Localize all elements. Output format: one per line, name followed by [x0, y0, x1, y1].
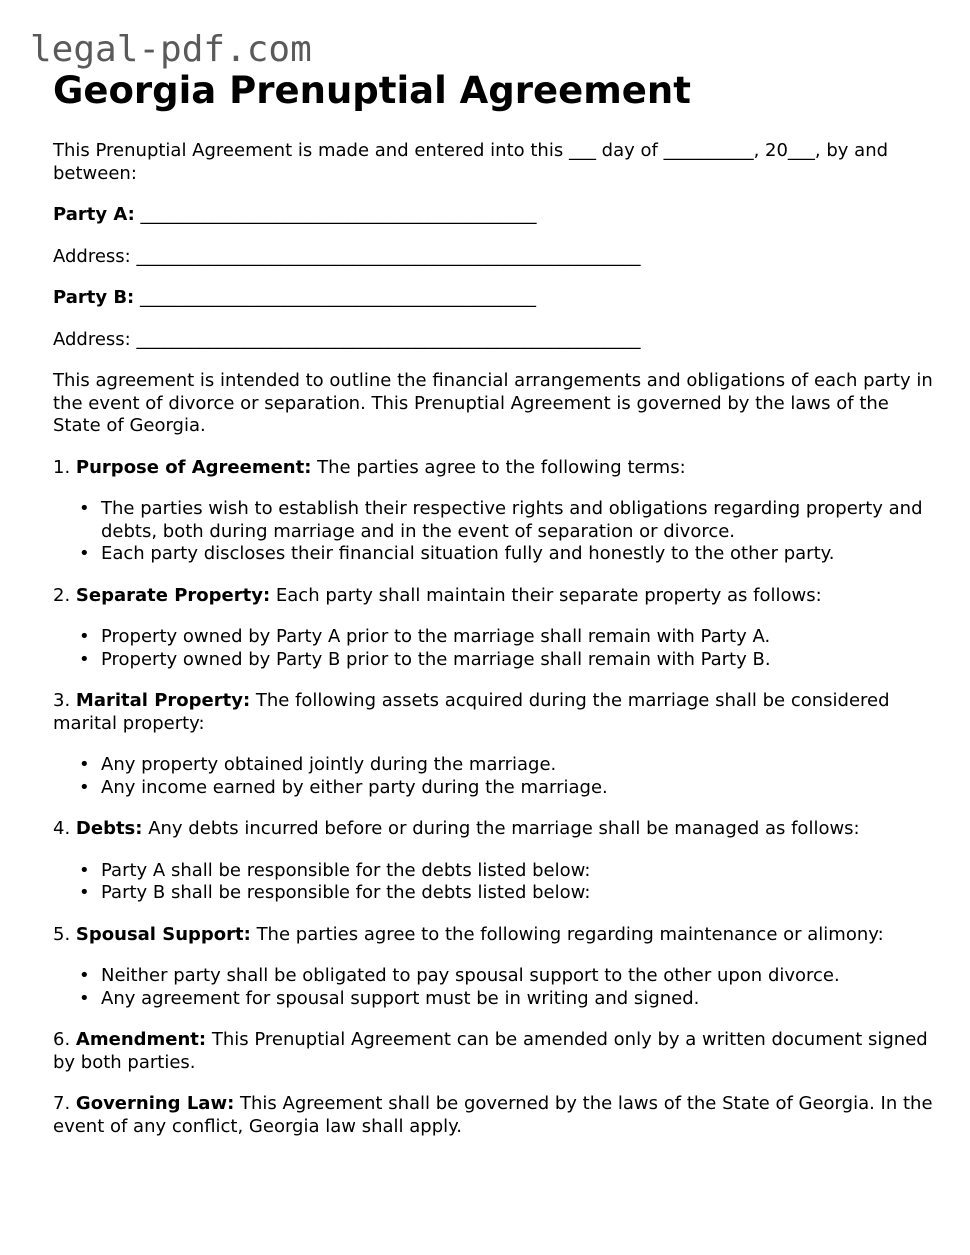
list-item: • Each party discloses their financial situation fully and honestly to the other party. [101, 543, 933, 566]
list-item: • Party B shall be responsible for the debts listed below: [101, 882, 933, 905]
section-number: 4. [53, 818, 71, 839]
list-item: • Neither party shall be obligated to pay spousal support to the other upon divorce. [101, 965, 933, 988]
section-spousal-support [53, 924, 933, 947]
section-purpose-list [53, 498, 933, 566]
section-heading: Purpose of Agreement: [75, 456, 312, 478]
section-number: 6. [53, 1029, 71, 1050]
section-number: 1. [53, 456, 71, 478]
section-heading: Governing Law: [75, 1093, 235, 1114]
section-text: The following assets acquired during the marriage shall be considered marital property: [53, 690, 890, 734]
section-heading: Marital Property: [75, 690, 251, 711]
section-marital-property [53, 690, 933, 735]
section-debts-list [53, 860, 933, 905]
party-a-address-field: Address: ________________________________________________________ [53, 245, 641, 267]
list-item: • Any agreement for spousal support must be in writing and signed. [101, 988, 933, 1011]
list-item: • Party A shall be responsible for the debts listed below: [101, 860, 933, 883]
list-item: • Any property obtained jointly during the marriage. [101, 754, 933, 777]
section-amendment [53, 1029, 933, 1074]
section-heading: Separate Property: [75, 584, 271, 606]
list-item: • Any income earned by either party during the marriage. [101, 777, 933, 800]
section-text: The parties agree to the following terms: [311, 456, 686, 478]
party-b-label: Party B: [53, 287, 135, 308]
section-governing-law [53, 1093, 933, 1138]
section-text: Any debts incurred before or during the marriage shall be managed as follows: [142, 818, 860, 839]
intro-paragraph: This Prenuptial Agreement is made and entered into this ___ day of __________, 20___, by and between: [53, 140, 889, 184]
list-item: • Property owned by Party B prior to the marriage shall remain with Party B. [101, 649, 933, 672]
site-watermark: legal-pdf.com [30, 29, 312, 70]
section-text: This Prenuptial Agreement can be amended only by a written document signed by both parties. [53, 1029, 928, 1073]
summary-paragraph: This agreement is intended to outline the financial arrangements and obligations of each party in the event of divorce or separation. This Prenuptial Agreement is governed by the laws of the State of Georgia. [53, 370, 933, 436]
section-marital-property-list [53, 754, 933, 799]
list-item: • Property owned by Party A prior to the marriage shall remain with Party A. [101, 626, 933, 649]
section-debts [53, 818, 933, 841]
section-text: Each party shall maintain their separate property as follows: [270, 584, 822, 606]
section-number: 5. [53, 923, 71, 945]
document [53, 68, 933, 1138]
party-b-field [53, 287, 933, 310]
section-heading: Debts: [75, 818, 143, 839]
section-heading: Spousal Support: [75, 923, 251, 945]
party-b-address-field: Address: ________________________________________________________ [53, 328, 641, 350]
party-a-field [53, 204, 933, 227]
document-title: Georgia Prenuptial Agreement [53, 69, 691, 112]
party-a-blank: ____________________________________________ [134, 204, 537, 225]
party-b-blank: ____________________________________________ [134, 287, 536, 308]
section-spousal-support-list [53, 965, 933, 1010]
section-text: This Agreement shall be governed by the laws of the State of Georgia. In the event of any conflict, Georgia law shall apply. [53, 1093, 933, 1137]
section-number: 3. [53, 690, 71, 711]
section-heading: Amendment: [75, 1029, 207, 1050]
section-text: The parties agree to the following regarding maintenance or alimony: [250, 923, 884, 945]
section-separate-property-list [53, 626, 933, 671]
list-item: • The parties wish to establish their respective rights and obligations regarding property and debts, both during marriage and in the event of separation or divorce. [101, 498, 933, 543]
party-a-label: Party A: [53, 204, 135, 225]
section-separate-property [53, 585, 933, 608]
section-number: 7. [53, 1093, 71, 1114]
section-number: 2. [53, 584, 71, 606]
section-purpose [53, 457, 933, 480]
